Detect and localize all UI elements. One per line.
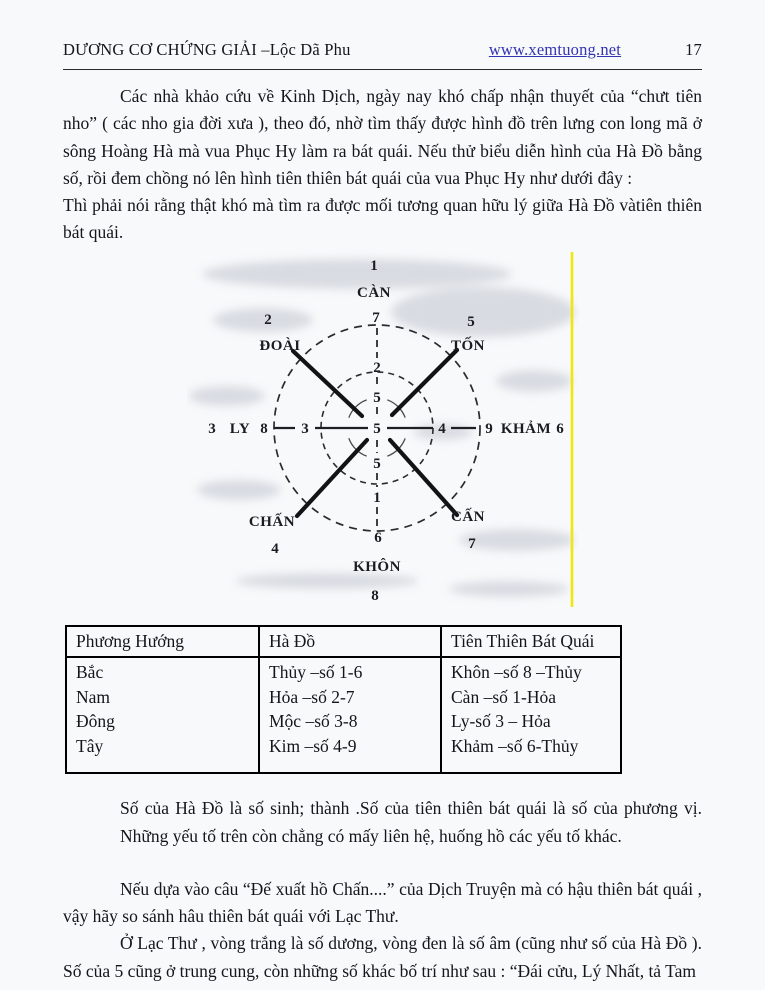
table-row (66, 709, 621, 734)
label-can-mountain: CẤN (450, 508, 485, 525)
label-ton: TỐN (450, 337, 485, 354)
number-east-hado: 9 (484, 420, 493, 437)
table-row (66, 657, 621, 685)
number-inner-top: 2 (372, 359, 381, 376)
website-link[interactable]: www.xemtuong.net (488, 40, 622, 59)
col-header-direction: Phương Hướng (66, 626, 259, 658)
table-header-row (66, 626, 621, 658)
label-doai: ĐOÀI (258, 337, 301, 354)
paragraph-comparison: Số của Hà Đồ là số sinh; thành .Số của tiên thiên bát quái là số của phương vị. Những yếu tố trên còn chẳng có mấy liên hệ, huống hồ các yếu tố khác. (120, 798, 702, 846)
number-above-center: 5 (372, 389, 381, 406)
cell-direction: Bắc (66, 657, 259, 685)
paragraph-de-xuat: Nếu dựa vào câu “Đế xuất hồ Chấn....” của Dịch Truyện mà có hậu thiên bát quái , vậy hãy so sánh hâu thiên bát quái với Lạc Thư. (63, 878, 702, 927)
direction-table (65, 625, 622, 775)
cell-tien-thien: Càn –số 1-Hỏa (441, 685, 621, 710)
number-se: 7 (467, 535, 476, 552)
number-inner-bottom: 1 (372, 489, 381, 506)
book-title: DƯƠNG CƠ CHỨNG GIẢI –Lộc Dã Phu (63, 40, 351, 59)
label-can-heaven: CÀN (356, 284, 391, 301)
cell-direction: Đông (66, 709, 259, 734)
cell-hado: Mộc –số 3-8 (259, 709, 441, 734)
bat-quai-diagram (187, 250, 579, 610)
page-header (63, 40, 702, 60)
number-west: 3 (207, 420, 216, 437)
col-header-tien-thien: Tiên Thiên Bát Quái (441, 626, 621, 658)
number-bottom: 8 (370, 587, 379, 604)
cell-hado: Kim –số 4-9 (259, 734, 441, 774)
number-inner-left: 3 (300, 420, 309, 437)
paragraph-intro: Các nhà khảo cứu về Kinh Dịch, ngày nay khó chấp nhận thuyết của “chưt tiên nho” ( các nho gia đời xưa ), theo đó, nhờ tìm thấy được hình đồ trên lưng con long mã ở sông Hoàng Hà mà vua Phục Hy làm ra bát quái. Nếu thử biểu diễn hình của Hà Đồ bằng số, rồi đem chồng nó lên hình tiên thiên bát quái của vua Phục Hy như dưới đây : (63, 86, 702, 188)
col-header-hado: Hà Đồ (259, 626, 441, 658)
table-row (66, 685, 621, 710)
cell-tien-thien: Khôn –số 8 –Thủy (441, 657, 621, 685)
number-west-hado: 8 (259, 420, 268, 437)
bat-quai-diagram-svg (187, 250, 579, 610)
paragraph-lac-thu: Ở Lạc Thư , vòng trắng là số dương, vòng đen là số âm (cũng như số của Hà Đồ ). Số của 5 cũng ở trung cung, còn những số khác bố trí như sau : “Đái cửu, Lý Nhất, tả Tam (63, 933, 702, 981)
number-top: 1 (369, 257, 378, 274)
number-outer-bottom: 6 (373, 529, 382, 546)
label-ly: LY (229, 420, 250, 437)
label-khon: KHÔN (352, 558, 401, 575)
number-east: 6 (555, 420, 564, 437)
number-sw: 4 (270, 540, 279, 557)
cell-tien-thien: Khảm –số 6-Thủy (441, 734, 621, 774)
cell-direction: Nam (66, 685, 259, 710)
label-chan: CHẤN (248, 513, 295, 530)
number-inner-right: 4 (437, 420, 446, 437)
number-nw: 2 (263, 311, 272, 328)
table-row (66, 734, 621, 774)
label-kham: KHẢM (500, 420, 551, 437)
cell-hado: Hỏa –số 2-7 (259, 685, 441, 710)
number-outer-top: 7 (371, 309, 380, 326)
page-number: 17 (685, 40, 702, 59)
number-below-center: 5 (372, 455, 381, 472)
cell-direction: Tây (66, 734, 259, 774)
number-ne: 5 (466, 313, 475, 330)
header-rule (63, 69, 702, 70)
cell-tien-thien: Ly-số 3 – Hỏa (441, 709, 621, 734)
cell-hado: Thủy –số 1-6 (259, 657, 441, 685)
number-center: 5 (372, 420, 381, 437)
paragraph-conclusion: Thì phải nói rằng thật khó mà tìm ra được mối tương quan hữu lý giữa Hà Đồ vàtiên thiên bát quái. (63, 195, 702, 243)
